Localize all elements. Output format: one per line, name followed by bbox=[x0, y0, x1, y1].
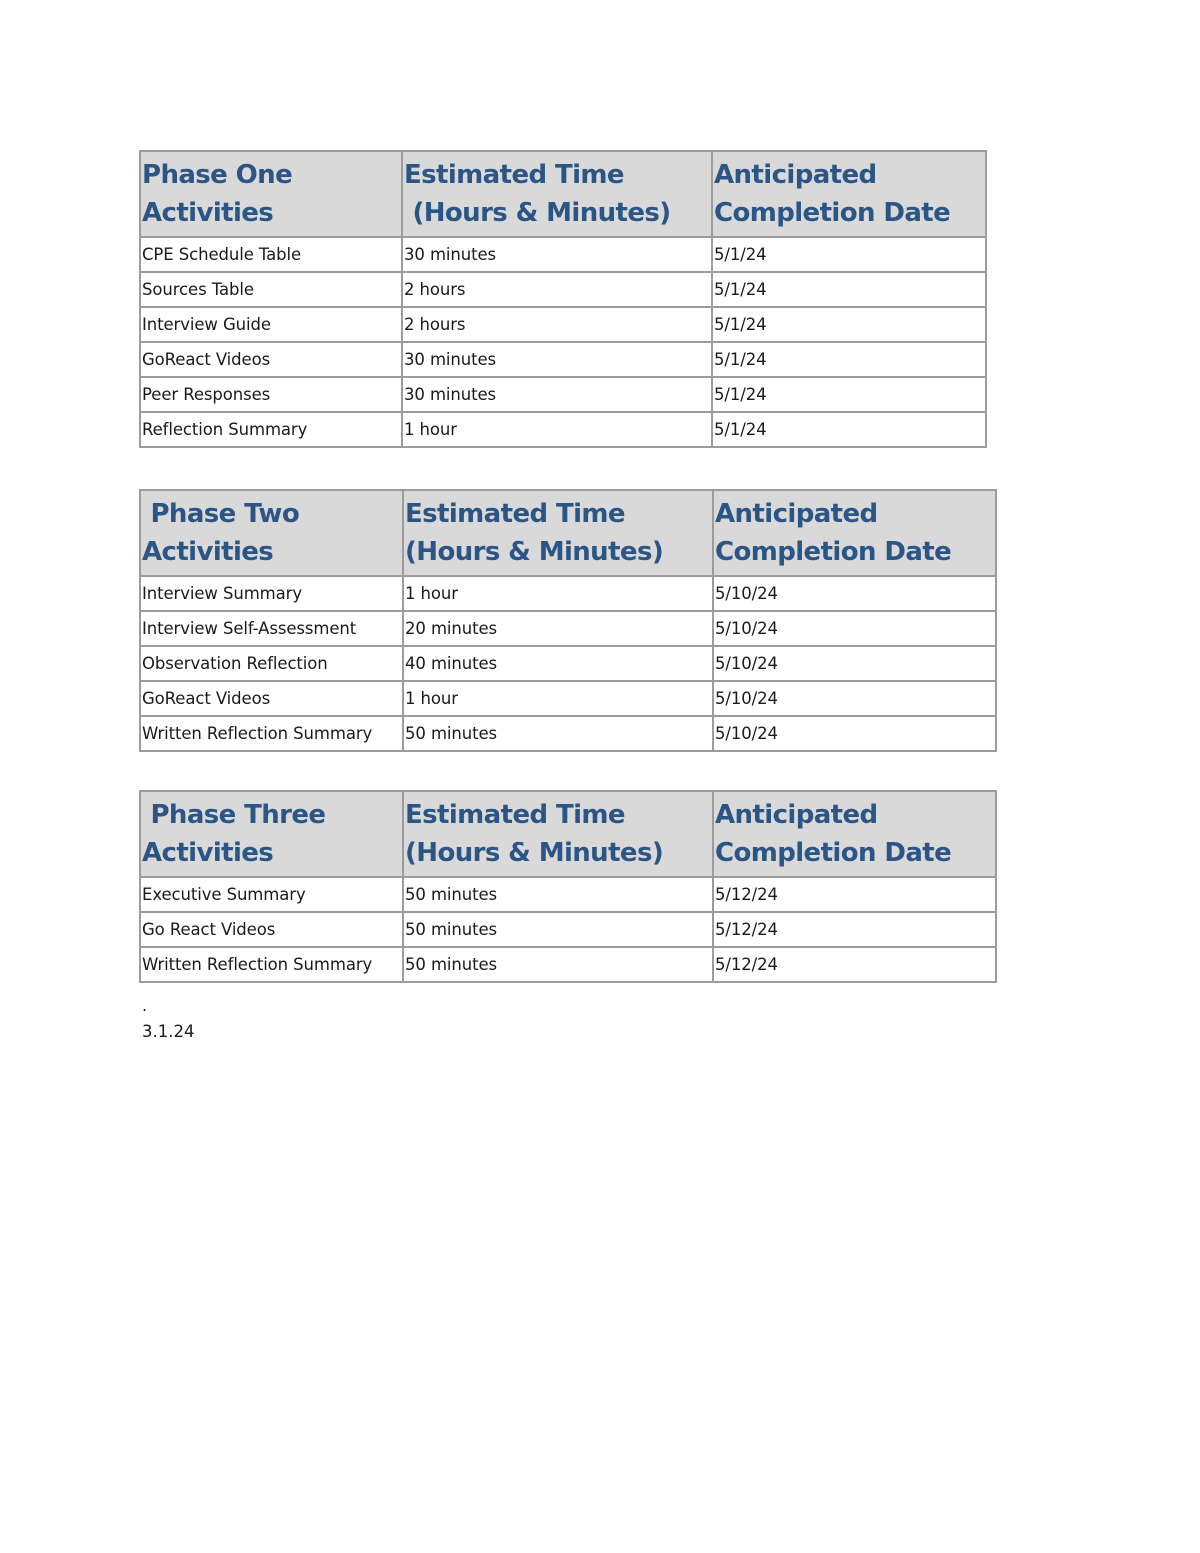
table-header-row bbox=[140, 791, 996, 877]
date-cell: 5/12/24 bbox=[713, 947, 996, 982]
time-cell: 2 hours bbox=[402, 272, 712, 307]
table-row bbox=[140, 412, 986, 447]
date-cell: 5/1/24 bbox=[712, 237, 986, 272]
table-row bbox=[140, 342, 986, 377]
header-cell-completion-date: Anticipated Completion Date bbox=[713, 791, 996, 877]
activity-cell: Interview Summary bbox=[140, 576, 403, 611]
table-row bbox=[140, 272, 986, 307]
table-header-row bbox=[140, 151, 986, 237]
date-cell: 5/12/24 bbox=[713, 912, 996, 947]
date-cell: 5/1/24 bbox=[712, 342, 986, 377]
phase-one-table bbox=[139, 150, 987, 448]
table-row bbox=[140, 646, 996, 681]
date-cell: 5/10/24 bbox=[713, 576, 996, 611]
table-row bbox=[140, 611, 996, 646]
time-cell: 1 hour bbox=[402, 412, 712, 447]
table-header-row bbox=[140, 490, 996, 576]
header-cell-completion-date: Anticipated Completion Date bbox=[712, 151, 986, 237]
footer-dot: . bbox=[142, 996, 148, 1015]
time-cell: 50 minutes bbox=[403, 947, 713, 982]
activity-cell: Peer Responses bbox=[140, 377, 402, 412]
table-row bbox=[140, 912, 996, 947]
table-row bbox=[140, 877, 996, 912]
activity-cell: Reflection Summary bbox=[140, 412, 402, 447]
activity-cell: Observation Reflection bbox=[140, 646, 403, 681]
time-cell: 40 minutes bbox=[403, 646, 713, 681]
activity-cell: Written Reflection Summary bbox=[140, 947, 403, 982]
date-cell: 5/10/24 bbox=[713, 716, 996, 751]
date-cell: 5/12/24 bbox=[713, 877, 996, 912]
header-cell-estimated-time: Estimated Time (Hours & Minutes) bbox=[403, 490, 713, 576]
activity-cell: GoReact Videos bbox=[140, 342, 402, 377]
header-cell-activities: Phase Three Activities bbox=[140, 791, 403, 877]
time-cell: 20 minutes bbox=[403, 611, 713, 646]
table-row bbox=[140, 237, 986, 272]
activity-cell: Interview Self-Assessment bbox=[140, 611, 403, 646]
date-cell: 5/1/24 bbox=[712, 377, 986, 412]
time-cell: 1 hour bbox=[403, 576, 713, 611]
header-cell-activities: Phase One Activities bbox=[140, 151, 402, 237]
table-row bbox=[140, 947, 996, 982]
time-cell: 30 minutes bbox=[402, 342, 712, 377]
date-cell: 5/1/24 bbox=[712, 412, 986, 447]
activity-cell: Go React Videos bbox=[140, 912, 403, 947]
time-cell: 2 hours bbox=[402, 307, 712, 342]
header-cell-completion-date: Anticipated Completion Date bbox=[713, 490, 996, 576]
footer-date: 3.1.24 bbox=[142, 1022, 195, 1041]
time-cell: 30 minutes bbox=[402, 377, 712, 412]
activity-cell: Written Reflection Summary bbox=[140, 716, 403, 751]
time-cell: 50 minutes bbox=[403, 912, 713, 947]
table-row bbox=[140, 681, 996, 716]
activity-cell: GoReact Videos bbox=[140, 681, 403, 716]
activity-cell: Interview Guide bbox=[140, 307, 402, 342]
time-cell: 50 minutes bbox=[403, 716, 713, 751]
header-cell-estimated-time: Estimated Time (Hours & Minutes) bbox=[403, 791, 713, 877]
time-cell: 30 minutes bbox=[402, 237, 712, 272]
header-cell-estimated-time: Estimated Time (Hours & Minutes) bbox=[402, 151, 712, 237]
time-cell: 50 minutes bbox=[403, 877, 713, 912]
date-cell: 5/1/24 bbox=[712, 272, 986, 307]
date-cell: 5/10/24 bbox=[713, 681, 996, 716]
date-cell: 5/1/24 bbox=[712, 307, 986, 342]
table-row bbox=[140, 307, 986, 342]
time-cell: 1 hour bbox=[403, 681, 713, 716]
table-row bbox=[140, 716, 996, 751]
activity-cell: CPE Schedule Table bbox=[140, 237, 402, 272]
date-cell: 5/10/24 bbox=[713, 611, 996, 646]
date-cell: 5/10/24 bbox=[713, 646, 996, 681]
table-row bbox=[140, 377, 986, 412]
phase-two-table bbox=[139, 489, 997, 752]
table-row bbox=[140, 576, 996, 611]
phase-three-table bbox=[139, 790, 997, 983]
activity-cell: Sources Table bbox=[140, 272, 402, 307]
activity-cell: Executive Summary bbox=[140, 877, 403, 912]
header-cell-activities: Phase Two Activities bbox=[140, 490, 403, 576]
